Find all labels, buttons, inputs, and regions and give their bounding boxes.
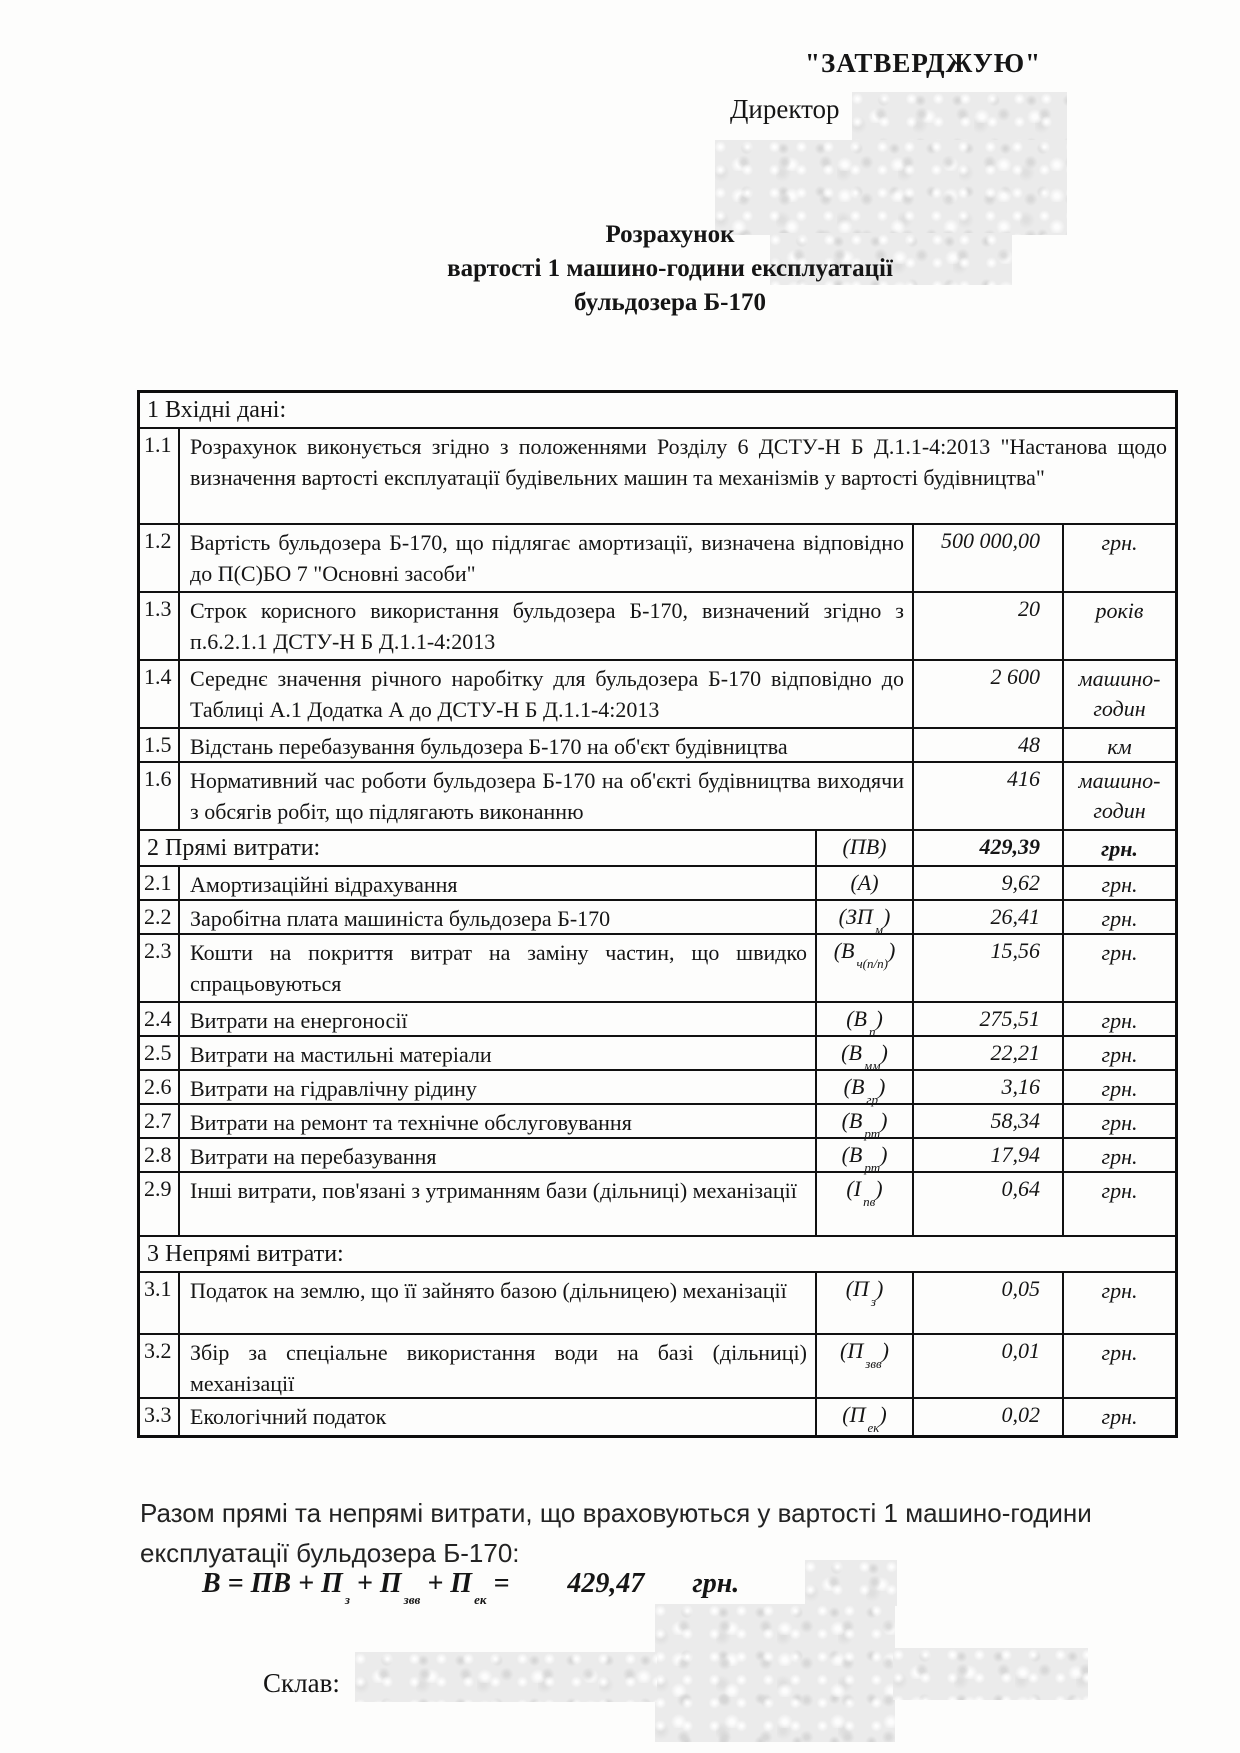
table-row-3.3 (140, 1399, 1175, 1435)
unit-cell: грн. (1062, 1139, 1175, 1171)
row-number: 1.5 (140, 729, 180, 761)
row-text: Середнє значення річного наробітку для бульдозера Б-170 відповідно до Таблиці А.1 Додатка А до ДСТУ-Н Б Д.1.1-4:2013 (190, 666, 904, 722)
total-formula: В = ПВ + $П_з + П_{звв} + П_{ек} = 429,47$ грн. (202, 1568, 740, 1607)
table-row-1.3 (140, 593, 1175, 661)
row-text: Заробітна плата машиніста бульдозера Б-170 (190, 906, 611, 931)
unit-cell: грн. (1062, 1071, 1175, 1103)
row-text: Амортизаційні відрахування (190, 872, 458, 897)
table-row-1.5 (140, 729, 1175, 763)
symbol-cell: $(В_{мм})$ (815, 1037, 912, 1069)
symbol-cell: $(В_{ч(п/п)})$ (815, 935, 912, 1001)
table-row-2.2 (140, 901, 1175, 938)
row-text: Збір за спеціальне використання води на базі (дільниці) механізації (190, 1340, 807, 1396)
row-number: 2.1 (140, 867, 180, 899)
unit-cell: грн. (1062, 901, 1175, 933)
redacted-scan-area (655, 1604, 895, 1742)
row-number: 1.3 (140, 593, 180, 659)
unit-cell: грн. (1062, 1105, 1175, 1137)
formula-unit: грн. (692, 1568, 740, 1599)
table-row-3.2 (140, 1335, 1175, 1399)
row-text: Витрати на гідравлічну рідину (190, 1076, 477, 1101)
value-cell: 416 (912, 763, 1062, 829)
composed-by-label: Склав: (263, 1668, 340, 1698)
unit-cell: грн. (1062, 1273, 1175, 1333)
value-cell: 2 600 (912, 661, 1062, 727)
symbol-cell: $(В_{рт})$ (815, 1139, 912, 1171)
unit-cell: км (1062, 729, 1175, 761)
section-title: 2 Прямі витрати: (147, 835, 321, 861)
unit-cell: грн. (1062, 867, 1175, 899)
value-cell: 17,94 (912, 1139, 1062, 1171)
row-text: Витрати на ремонт та технічне обслуговування (190, 1110, 632, 1135)
row-number: 1.2 (140, 525, 180, 591)
row-number: 2.7 (140, 1105, 180, 1137)
summary-text-line2: експлуатації бульдозера Б-170: (140, 1538, 520, 1568)
row-text: Розрахунок виконується згідно з положеннями Розділу 6 ДСТУ-Н Б Д.1.1-4:2013 "Настанова щодо визначення вартості експлуатації будівельних машин та механізмів у вартості будівництва" (190, 434, 1167, 490)
row-number: 1.4 (140, 661, 180, 727)
symbol-cell: $(П_{ек})$ (815, 1399, 912, 1435)
symbol-cell: (ПВ) (815, 831, 912, 865)
row-number: 2.4 (140, 1003, 180, 1035)
section-row-2 (140, 831, 1175, 867)
row-number: 2.9 (140, 1173, 180, 1235)
section-row-3 (140, 1237, 1175, 1273)
table-row-3.1 (140, 1273, 1175, 1335)
table-row-1.2 (140, 525, 1175, 593)
row-text: Витрати на перебазування (190, 1144, 437, 1169)
section-row-1 (140, 393, 1175, 429)
unit-cell: грн. (1062, 1173, 1175, 1235)
symbol-cell: $(В_{гр})$ (815, 1071, 912, 1103)
value-cell: 0,01 (912, 1335, 1062, 1397)
row-number: 2.2 (140, 901, 180, 933)
row-number: 1.6 (140, 763, 180, 829)
table-row-1.4 (140, 661, 1175, 729)
row-number: 3.3 (140, 1399, 180, 1435)
value-cell: 15,56 (912, 935, 1062, 1001)
row-text: Строк корисного використання бульдозера Б-170, визначений згідно з п.6.2.1.1 ДСТУ-Н Б Д.1.1-4:2013 (190, 598, 904, 654)
table-row-1.1 (140, 429, 1175, 525)
symbol-cell: $(ЗП_м)$ (815, 901, 912, 933)
table-row-2.5 (140, 1037, 1175, 1074)
unit-cell: грн. (1062, 1335, 1175, 1397)
section-title: 1 Вхідні дані: (147, 397, 287, 423)
row-text: Вартість бульдозера Б-170, що підлягає амортизації, визначена відповідно до П(С)БО 7 "Основні засоби" (190, 530, 904, 586)
unit-cell: машино-годин (1062, 661, 1175, 727)
row-number: 3.2 (140, 1335, 180, 1397)
value-cell: 58,34 (912, 1105, 1062, 1137)
table-row-2.4 (140, 1003, 1175, 1040)
symbol-cell: $(П_з)$ (815, 1273, 912, 1333)
redacted-scan-area (355, 1652, 657, 1702)
document-title (137, 218, 1203, 320)
row-text: Витрати на мастильні матеріали (190, 1042, 492, 1067)
title-line-1: Розрахунок (605, 221, 735, 248)
row-text: Податок на землю, що її зайнято базою (дільницею) механізації (190, 1278, 787, 1303)
table-row-2.8 (140, 1139, 1175, 1176)
symbol-cell: $(П_{звв})$ (815, 1335, 912, 1397)
row-text: Нормативний час роботи бульдозера Б-170 на об'єкті будівництва виходячи з обсягів робіт, що підлягають виконанню (190, 768, 904, 824)
value-cell: 22,21 (912, 1037, 1062, 1069)
value-cell: 9,62 (912, 867, 1062, 899)
value-cell: 0,02 (912, 1399, 1062, 1435)
unit-cell: грн. (1062, 1399, 1175, 1435)
table-row-2.3 (140, 935, 1175, 1003)
row-text: Відстань перебазування бульдозера Б-170 на об'єкт будівництва (190, 734, 788, 759)
formula-result: 429,47 (567, 1568, 645, 1599)
unit-cell: машино-годин (1062, 763, 1175, 829)
symbol-cell: (А) (815, 867, 912, 899)
row-text: Інші витрати, пов'язані з утриманням бази (дільниці) механізації (190, 1178, 797, 1203)
unit-cell: грн. (1062, 525, 1175, 591)
approve-label: "ЗАТВЕРДЖУЮ" (805, 48, 1042, 78)
unit-cell: грн. (1062, 831, 1175, 865)
section-title: 3 Непрямі витрати: (147, 1241, 344, 1267)
value-cell: 275,51 (912, 1003, 1062, 1035)
value-cell: 48 (912, 729, 1062, 761)
director-label: Директор (730, 94, 840, 124)
calculation-table (137, 390, 1178, 1438)
value-cell: 0,64 (912, 1173, 1062, 1235)
row-number: 2.6 (140, 1071, 180, 1103)
value-cell: 26,41 (912, 901, 1062, 933)
title-line-2: вартості 1 машино-години експлуатації (447, 255, 893, 282)
symbol-cell: $(В_п)$ (815, 1003, 912, 1035)
redacted-scan-area (852, 92, 1067, 142)
row-number: 2.5 (140, 1037, 180, 1069)
value-cell: 3,16 (912, 1071, 1062, 1103)
unit-cell: грн. (1062, 935, 1175, 1001)
table-row-2.6 (140, 1071, 1175, 1108)
row-number: 2.8 (140, 1139, 180, 1171)
row-number: 1.1 (140, 429, 180, 523)
symbol-cell: $(І_{пв})$ (815, 1173, 912, 1235)
table-row-2.1 (140, 867, 1175, 901)
row-text: Витрати на енергоносії (190, 1008, 408, 1033)
row-text: Кошти на покриття витрат на заміну частин, що швидко спрацьовуються (190, 940, 807, 996)
unit-cell: років (1062, 593, 1175, 659)
value-cell: 429,39 (912, 831, 1062, 865)
table-row-1.6 (140, 763, 1175, 831)
symbol-cell: $(В_{рт})$ (815, 1105, 912, 1137)
unit-cell: грн. (1062, 1003, 1175, 1035)
value-cell: 500 000,00 (912, 525, 1062, 591)
redacted-scan-area (893, 1648, 1088, 1700)
table-row-2.7 (140, 1105, 1175, 1142)
value-cell: 20 (912, 593, 1062, 659)
value-cell: 0,05 (912, 1273, 1062, 1333)
title-line-3: бульдозера Б-170 (574, 289, 766, 316)
table-row-2.9 (140, 1173, 1175, 1237)
row-number: 2.3 (140, 935, 180, 1001)
row-text: Екологічний податок (190, 1404, 387, 1429)
unit-cell: грн. (1062, 1037, 1175, 1069)
row-number: 3.1 (140, 1273, 180, 1333)
summary-text-line1: Разом прямі та непрямі витрати, що враховуються у вартості 1 машино-години (140, 1498, 1092, 1528)
